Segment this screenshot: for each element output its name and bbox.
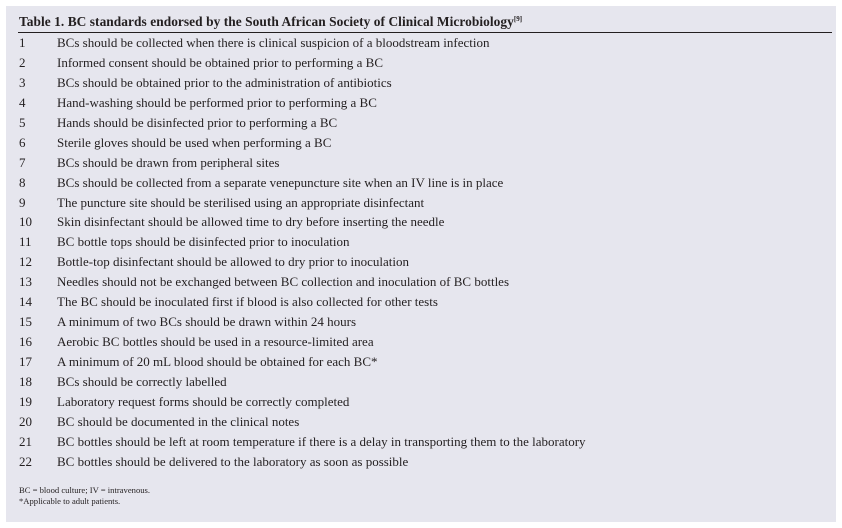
table-row [6,272,836,292]
row-number: 10 [19,214,32,230]
row-number: 21 [19,433,32,449]
row-text: BC bottles should be delivered to the laboratory as soon as possible [57,453,409,469]
table-row [6,73,836,93]
row-number: 2 [19,54,26,70]
table-row [6,113,836,133]
row-text: Informed consent should be obtained prior to performing a BC [57,54,384,70]
row-text: Sterile gloves should be used when performing a BC [57,134,332,150]
row-number: 1 [19,35,26,50]
table-row [6,252,836,272]
row-text: A minimum of 20 mL blood should be obtained for each BC* [57,354,378,369]
row-number: 14 [19,294,32,310]
row-number: 4 [19,94,26,110]
row-number: 18 [19,373,32,389]
row-number: 15 [19,314,32,330]
row-text: Skin disinfectant should be allowed time to dry before inserting the needle [57,214,445,230]
table-row [6,292,836,312]
row-number: 12 [19,254,32,270]
table-title [19,14,522,30]
row-text: BCs should be collected when there is clinical suspicion of a bloodstream infection [57,35,490,50]
table-row [6,53,836,73]
row-text: BCs should be obtained prior to the administration of antibiotics [57,74,392,90]
table-row [6,173,836,193]
row-number: 20 [19,413,32,429]
standards-list [6,33,836,472]
row-text: Laboratory request forms should be correctly completed [57,393,350,409]
table-panel [6,6,836,522]
table-row [6,412,836,432]
table-row [6,33,836,53]
row-text: Hands should be disinfected prior to performing a BC [57,114,338,130]
table-row [6,372,836,392]
row-text: BCs should be collected from a separate venepuncture site when an IV line is in place [57,174,504,190]
table-row [6,312,836,332]
row-number: 19 [19,393,32,409]
table-row [6,193,836,213]
row-number: 8 [19,174,26,190]
row-text: BCs should be correctly labelled [57,373,227,389]
row-text: Aerobic BC bottles should be used in a resource-limited area [57,334,374,350]
abbreviations-footnote: BC = blood culture; IV = intravenous. [19,485,151,495]
table-row [6,392,836,412]
row-number: 17 [19,354,32,369]
row-number: 13 [19,274,32,290]
table-row [6,232,836,252]
row-number: 22 [19,453,32,469]
row-number: 5 [19,114,26,130]
row-text: Bottle-top disinfectant should be allowed to dry prior to inoculation [57,254,410,270]
table-title-text: Table 1. BC standards endorsed by the South African Society of Clinical Microbiology [19,14,514,29]
table-row [6,212,836,232]
table-row [6,93,836,113]
row-text: Hand-washing should be performed prior to performing a BC [57,94,377,110]
row-number: 3 [19,74,26,90]
row-text: BC bottle tops should be disinfected prior to inoculation [57,234,350,250]
row-text: Needles should not be exchanged between BC collection and inoculation of BC bottles [57,274,510,290]
table-footnotes [19,485,150,506]
row-number: 11 [19,234,32,250]
row-text: BCs should be drawn from peripheral sites [57,154,280,170]
table-row [6,452,836,472]
row-number: 9 [19,194,26,210]
table-row [6,153,836,173]
table-row [6,432,836,452]
table-row [6,332,836,352]
row-text: BC bottles should be left at room temperature if there is a delay in transporting them to the laboratory [57,433,586,449]
table-row [6,352,836,372]
citation-reference: [9] [513,15,523,23]
row-text: The puncture site should be sterilised using an appropriate disinfectant [57,194,425,210]
row-text: A minimum of two BCs should be drawn within 24 hours [57,314,356,330]
row-number: 7 [19,154,26,170]
row-text: BC should be documented in the clinical notes [57,413,300,429]
row-number: 6 [19,134,26,150]
row-text: The BC should be inoculated first if blood is also collected for other tests [57,294,438,310]
asterisk-footnote: *Applicable to adult patients. [19,495,121,506]
table-row [6,133,836,153]
row-number: 16 [19,334,32,350]
